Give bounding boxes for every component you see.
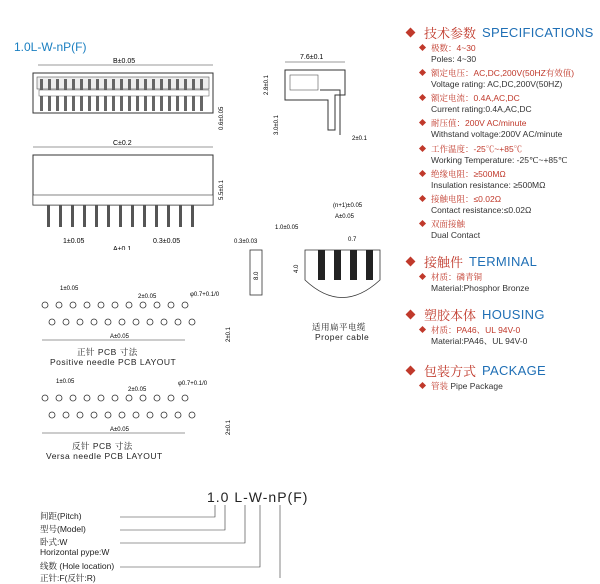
pcb-hole [91,319,97,325]
model-title: 1.0L-W-nP(F) [14,40,87,54]
pcb-hole [168,395,174,401]
pcb-pos-2v: 2±0.1 [226,327,232,342]
pcb-hole [175,319,181,325]
cable-10: 1.0±0.05 [275,225,299,231]
pcb-hole [56,395,62,401]
cable-n1: (n+1)±0.05 [333,203,363,209]
pcb-pos-A: A±0.05 [110,334,129,340]
pcb-hole [84,395,90,401]
positive-caption-en: Positive needle PCB LAYOUT [50,357,177,367]
pcb-hole [49,412,55,418]
pcb-pos-1: 1±0.05 [60,286,79,292]
cable-caption-zh: 适用扁平电缆 [312,322,367,332]
cable-caption-en: Proper cable [315,332,370,342]
pcb-hole [189,412,195,418]
spec-withstand: 耐压值：200V AC/minute Withstand voltage:200V AC/minute [420,118,562,140]
pcb-hole [49,319,55,325]
pcb-hole [182,302,188,308]
legend-horizontal-zh: 卧式:W [40,537,68,547]
legend-needle: 正针:F(反针:R) [40,573,96,583]
bottom-pin [107,205,110,227]
spec-temperature: 工作温度：-25℃~+85℃ Working Temperature: -25℃~+85℃ [420,144,567,166]
cable-A: A±0.05 [335,214,354,220]
pcb-hole [147,319,153,325]
cable-drawing [230,195,390,320]
diamond-icon [406,366,416,376]
positive-holes [42,302,195,325]
pcb-hole [133,319,139,325]
pcb-versa-A: A±0.05 [110,427,129,433]
pcb-hole [154,302,160,308]
pcb-hole [168,302,174,308]
positive-pcb-layout [30,280,240,350]
legend-hole-location: 线数 (Hole location) [40,561,115,571]
pcb-hole [112,302,118,308]
spec-poles: 极数：4~30 Poles: 4~30 [420,43,476,65]
pcb-hole [98,302,104,308]
dim-20: 2±0.1 [352,136,367,142]
pcb-hole [84,302,90,308]
spec-insulation: 绝缘电阻：≥500MΩ Insulation resistance: ≥500MΩ [420,169,546,191]
housing-heading: 塑胶本体 HOUSING [407,305,545,324]
bottom-pin [95,205,98,227]
pcb-pos-2: 2±0.05 [138,294,157,300]
pcb-hole [112,395,118,401]
pcb-hole [140,302,146,308]
bottom-pin [143,205,146,227]
cable-conductor [318,250,325,280]
pcb-hole [98,395,104,401]
pcb-hole [140,395,146,401]
dim-30: 3.0±0.1 [274,115,280,135]
dim-06: 0.6±0.05 [219,106,225,130]
bottom-pin [119,205,122,227]
pcb-hole [119,412,125,418]
pcb-hole [126,395,132,401]
diamond-icon [406,28,416,38]
cable-80: 8.0 [254,271,260,280]
pcb-hole [42,395,48,401]
cable-conductor [350,250,357,280]
dim-C: C±0.2 [113,140,132,147]
dim-76: 7.6±0.1 [300,54,324,61]
versa-holes [42,395,195,418]
pcb-pos-hole: φ0.7+0.1/0 [190,292,220,298]
pcb-versa-hole: φ0.7+0.1/0 [178,381,208,387]
pcb-hole [63,319,69,325]
package-heading: 包装方式 PACKAGE [407,361,546,380]
spec-current: 额定电流：0.4A,AC,DC Current rating:0.4A,AC,DC [420,93,532,115]
front-view-drawing [25,55,225,250]
bottom-pin [83,205,86,227]
pcb-hole [189,319,195,325]
pcb-versa-2v: 2±0.1 [226,420,232,435]
specs-heading: 技术参数 SPECIFICATIONS [407,23,594,42]
pcb-hole [105,412,111,418]
pcb-hole [133,412,139,418]
pcb-hole [70,395,76,401]
pcb-hole [161,412,167,418]
pcb-versa-1: 1±0.05 [56,379,75,385]
pcb-hole [119,319,125,325]
bottom-pin [179,205,182,227]
bottom-pin [47,205,50,227]
side-profile-drawing [260,50,380,150]
pcb-hole [126,302,132,308]
pcb-versa-2: 2±0.05 [128,387,147,393]
bottom-pin [155,205,158,227]
dim-1: 1±0.05 [63,238,85,245]
pcb-hole [182,395,188,401]
legend-pitch: 间距(Pitch) [40,511,82,521]
pcb-hole [147,412,153,418]
pcb-hole [77,412,83,418]
code-leader-lines [120,505,300,578]
terminal-material: 材质：磷青铜 Material:Phosphor Bronze [420,272,529,294]
versa-pcb-layout [30,373,240,443]
versa-caption-zh: 反针 PCB 寸法 [72,441,133,451]
pcb-hole [175,412,181,418]
housing-material: 材质：PA46、UL 94V-0 Material:PA46、UL 94V-0 [420,325,527,347]
bottom-pin [71,205,74,227]
pcb-hole [105,319,111,325]
versa-caption-en: Versa needle PCB LAYOUT [46,451,163,461]
spec-contact-resistance: 接触电阻：≤0.02Ω Contact resistance:≤0.02Ω [420,194,531,216]
pcb-hole [70,302,76,308]
terminal-heading: 接触件 TERMINAL [407,252,537,271]
pcb-hole [42,302,48,308]
bottom-pins [47,205,194,227]
pcb-hole [154,395,160,401]
pcb-hole [91,412,97,418]
cable-conductor [366,250,373,280]
bottom-pin [167,205,170,227]
bottom-pin [131,205,134,227]
cable-03: 0.3±0.03 [234,239,258,245]
dim-03: 0.3±0.05 [153,238,181,245]
spec-dual-contact: 双面接触 Dual Contact [420,219,480,241]
spec-voltage: 额定电压：AC,DC,200V(50HZ有效值) Voltage rating: AC,DC,200V(50HZ) [420,68,574,90]
pcb-hole [63,412,69,418]
dim-55: 5.5±0.1 [219,180,225,200]
bottom-pin [59,205,62,227]
pcb-hole [161,319,167,325]
legend-model: 型号(Model) [40,524,86,534]
pcb-hole [77,319,83,325]
legend-horizontal-en: Horizontal pype:W [40,547,110,557]
package-type: 管装 Pipe Package [420,381,503,392]
cable-40: 4.0 [294,264,300,273]
diamond-icon [406,257,416,267]
bottom-pin [191,205,194,227]
positive-caption-zh: 正针 PCB 寸法 [77,347,138,357]
ordering-code: 1.0 L-W-nP(F) [207,489,309,505]
dim-28: 2.8±0.1 [264,75,270,95]
dim-B: B±0.05 [113,58,136,65]
pcb-hole [56,302,62,308]
cable-07: 0.7 [348,237,357,243]
diamond-icon [406,310,416,320]
dim-A: A±0.1 [113,246,132,250]
cable-conductor [334,250,341,280]
